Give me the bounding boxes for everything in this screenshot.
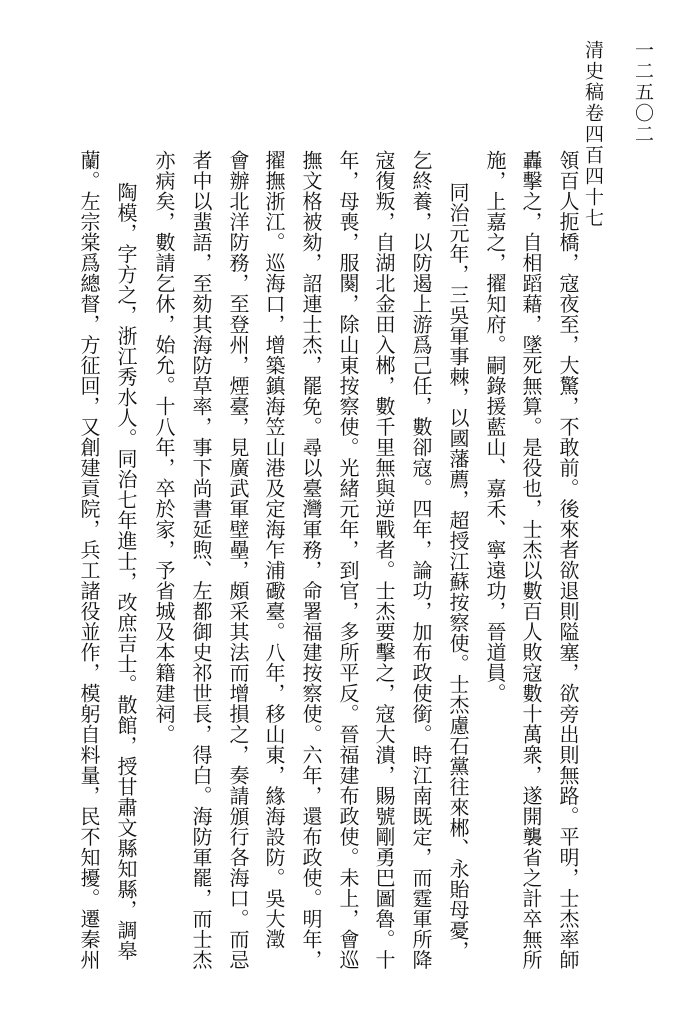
text-column: 陶模，字方之，浙江秀水人。同治七年進士，改庶吉士。散館，授甘肅文縣知縣，調皋 xyxy=(114,182,138,961)
text-column: 亦病矣，數請乞休，始允。十八年，卒於家，予省城及本籍建祠。 xyxy=(152,150,176,745)
text-column: 會辦北洋防務，至登州，煙臺，見廣武軍壁壘，頗采其法而增損之，奏請頒行各海口。而忌 xyxy=(226,150,250,970)
text-column: 同治元年，三吳軍事棘，以國藩薦，超授江蘇按察使。士杰慮石黨往來郴、永貽母憂， xyxy=(446,182,470,961)
text-column: 者中以蜚語，至劾其海防草率，事下尚書延煦、左都御史祁世長，得白。海防軍罷，而士杰 xyxy=(189,150,213,970)
text-column: 轟擊之，自相蹈藉，墜死無算。是役也，士杰以數百人敗寇數十萬衆，遂開襲省之計卒無所 xyxy=(519,150,543,970)
text-column: 領百人扼橋，寇夜至，大驚，不敢前。後來者欲退則隘塞，欲旁出則無路。平明，士杰率師 xyxy=(556,150,580,970)
text-column: 撫文格被劾，詔連士杰，罷免。尋以臺灣軍務，命署福建按察使。六年，還布政使。明年， xyxy=(299,150,323,970)
text-column: 乞終養，以防遏上游爲己任，數卻寇。四年，論功，加布政使銜。時江南既定，而霆軍所降 xyxy=(409,150,433,970)
book-title: 清史稿卷四百四十七 xyxy=(582,40,604,229)
page-number: 一二五〇二 xyxy=(632,40,654,145)
text-column: 施，上嘉之，擢知府。嗣錄援藍山、嘉禾、寧遠功，晉道員。 xyxy=(483,150,507,704)
text-column: 擢撫浙江。巡海口，增築鎮海笠山港及定海乍浦礮臺。八年，移山東，緣海設防。吳大澂 xyxy=(262,150,286,950)
text-column: 寇復叛，自湖北金田入郴，數千里無與逆戰者。士杰要擊之，寇大潰，賜號剛勇巴圖魯。十 xyxy=(372,150,396,970)
text-column: 蘭。左宗棠爲總督，方征回，又創建貢院，兵工諸役並作，模躬自料量，民不知擾。遷秦州 xyxy=(77,150,101,970)
text-column: 年，母喪，服闋，除山東按察使。光緒元年，到官，多所平反。晉福建布政使。未上，會巡 xyxy=(336,150,360,970)
